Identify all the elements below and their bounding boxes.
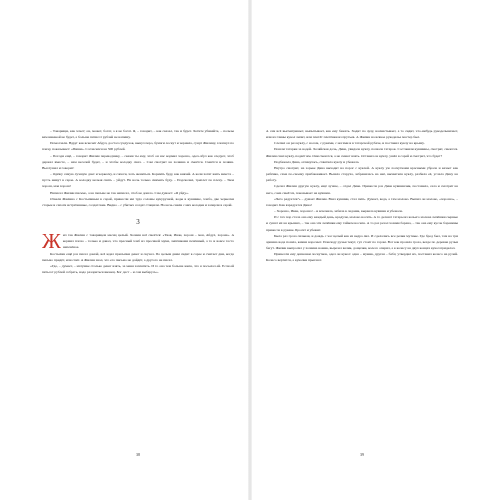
page-number-right: 39 — [360, 452, 364, 457]
paragraph: И с тех пор стала она ему каждый день, крадучи, молоко носить. А то делают татары из козьего молока лепёшки сырные и сушат их на крышах, – так она эти лепёшки ему тайком носила. А то раз резал хозяин барана, – так она ему кусок баранины принесла в рукаве. Бросит и убежит. — [266, 215, 458, 232]
paragraph: Подбежала Дина, оглянулась, схватила куклу и убежала. — [274, 159, 360, 164]
paragraph: А сам всё высматривает, выпытывает, как ему бежать. Ходит по аулу, насвистывает, а то сидит, что-нибудь рукодельничает, или из глины кукол лепит, или плетёт плетёнки из прутьев. А Жилин на всякое рукоделье мастер был. — [266, 129, 458, 140]
paragraph: Наутро смотрит, на зорьке Дина выходит на порог с куклой. А куклу уж лоскутками красными убрала и качает как ребёнка, сама по-своему прибаюкивает. Вышла старуха, забранилась на неё, выхватила куклу, разбила её, услала Дину на работу. — [266, 165, 458, 183]
paragraph: – Товарищи, как хочет; он, может, богат, а я не богат. Я, – говорит, – как сказал, так и будет. Хотите убивайте, – пользы вам никакой не будет, а больше пятисот рублей не напишу. — [42, 129, 234, 140]
left-page — [42, 128, 234, 275]
paragraph: – Хорошо, Иван, хорошо! – и вскочила, забила в ладоши, вырвала кувшин и убежала. — [274, 209, 404, 214]
book-gutter — [248, 0, 252, 500]
paragraph: Помолчали. Вдруг как вскочит Абдул, достал сундучок, вынул перо, бумаги лоскут и чернила, сунул Жилину, хлопнул по плечу, показывает: «Пиши». Согласился на 500 рублей. — [42, 141, 234, 152]
drop-cap-letter: Ж — [42, 229, 61, 254]
paragraph: Написал Жилин письмо, а на письме не так написал, чтоб не дошло. Сам думает: «Я уйду». — [50, 190, 189, 195]
paragraph: Была раз гроза сильная, и дождь с час целый как из ведра лил. И сделались все речки мутные. Где брод был, там на три аршина вода пошла, камни ворочает. Повсюду ручьи текут, гул стоит по горам. Вот как прошла гроза, везде по деревне ручьи бегут. Жилин выпросил у хозяина ножик, вырезал валик, дощечки, колесо оперил, а к колесу на двух концах кукол приделал. — [266, 233, 458, 250]
paragraph: Принесли ему девчонки лоскутков, одел он кукол: одна – мужик, другая – баба; утвердил их, поставил колесо на ручей. Колесо вертится, а куколки прыгают. — [266, 252, 458, 263]
paragraph: Сделал Жилин другую куклу, ещё лучше, – отдал Дине. Принесла раз Дина кувшинчик, поставила, села и смотрит на него, сама смеётся, показывает на кувшин. — [266, 184, 458, 195]
paragraph: «Чего радуется?» – думает Жилин. Взял кувшин, стал пить. Думает, вода, а там молоко. Выпил он молоко, «хорошо», – говорит. Как взрадуется Дина! — [266, 196, 458, 207]
paragraph: Слепил он раз куклу, с носом, с руками, с ногами и в татарской рубахе, и поставил куклу на крышу. — [274, 141, 425, 146]
page-number-left: 38 — [136, 452, 140, 457]
paragraph: Отвели Жилина с Костылиным в сарай, принесли им туда соломы кукурузной, воды в кувшине, хлеба, две черкески старые и сапоги истрёпанные, солдатские. Видно – с убитых солдат стащили. На ночь сняли с них колодки и заперли в сарай. — [42, 196, 234, 207]
paragraph: – Погоди ещё, – говорит Жилин переводчику, – скажи ты ему, чтоб он нас кормил хорошо, одел-обул как следует, чтоб держал вместе, – нам веселей будет, – и чтобы колодку снял. – Сам смотрит на хозяина и смеётся. Смеётся и хозяин. Выслушал и говорит: — [42, 153, 234, 170]
chapter-opening-paragraph — [42, 229, 234, 254]
paragraph: Пошли татарки за водой. Хозяйская дочь, Дина, увидала куклу, позвала татарок. Составили кувшины, смотрят, смеются. Жилин снял куклу, подаёт им. Они смеются, а не смеют взять. Оставил он куклу, ушёл в сарай и смотрит, что будет? — [266, 147, 458, 158]
paragraph: – Одёжу самую лучшую дам: и черкеску, и сапоги, хоть жениться. Кормить буду, как князей. А коли хотят жить вместе – пусть живут в сарае. А колодку нельзя снять – уйдут. На ночь только снимать буду. – Подскочил, треплет по плечу. – Твоя хорош, моя хорош! — [42, 172, 234, 189]
paragraph: «Где, – думает, – матушке столько денег взять, за меня заплатить. И то она тем больше жила, что я посылал ей. Если ей пятьсот рублей собрать, надо разориться вконец. Бог даст – и сам выберусь». — [42, 263, 234, 274]
right-page — [266, 128, 458, 263]
paragraph: Костылин ещё раз писал домой, всё ждал присылки денег и скучал. По целым дням сидит в сарае и считает дни, когда письмо придёт, или спит. А Жилин знал, что его письмо не дойдёт, а другого не писал. — [42, 251, 234, 262]
chapter-opening-text: ил так Жилин с товарищем месяц целый. Хозяин всё смеётся: «Твоя, Иван, хорош – моя, Абдул, хорош». А кормил плохо – только и давал, что пресный хлеб из просяной муки, лепёшками печённый, а то и вовсе тесто непечёное. — [62, 233, 234, 250]
chapter-number: 3 — [136, 218, 140, 227]
left-paragraphs-before — [42, 128, 234, 208]
